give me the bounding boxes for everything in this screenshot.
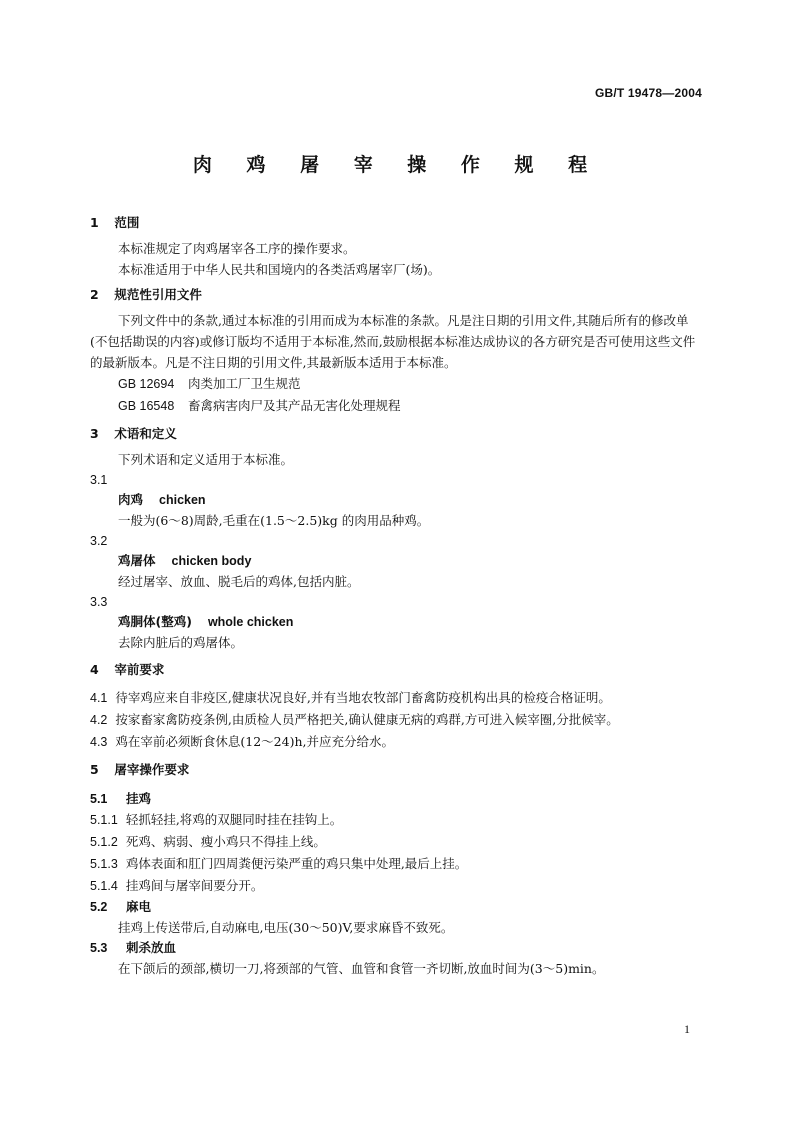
section-title: 术语和定义 xyxy=(114,426,177,441)
term-number: 3.2 xyxy=(90,534,108,548)
clause-number: 5.1.3 xyxy=(90,857,118,871)
subsection-title: 麻电 xyxy=(126,899,152,914)
term-number: 3.3 xyxy=(90,595,108,609)
clause-item xyxy=(90,687,705,709)
clause-text: 死鸡、病弱、瘦小鸡只不得挂上线。 xyxy=(125,834,326,849)
paragraph: 本标准适用于中华人民共和国境内的各类活鸡屠宰厂(场)。 xyxy=(118,262,441,277)
clause-text: 挂鸡间与屠宰间要分开。 xyxy=(125,878,264,893)
clause-item xyxy=(90,875,705,897)
term-heading xyxy=(90,551,705,571)
section-heading xyxy=(90,425,705,443)
term-definition: 去除内脏后的鸡屠体。 xyxy=(118,635,244,650)
term-en: chicken body xyxy=(171,554,252,568)
clause-text: 按家畜家禽防疫条例,由质检人员严格把关,确认健康无病的鸡群,方可进入候宰圈,分批候宰。 xyxy=(115,712,619,727)
subsection-title: 刺杀放血 xyxy=(126,940,177,955)
section-title: 规范性引用文件 xyxy=(114,287,202,302)
clause-number: 4.1 xyxy=(90,691,108,705)
page-number: 1 xyxy=(684,1022,690,1036)
clause-text: 鸡体表面和肛门四周粪便污染严重的鸡只集中处理,最后上挂。 xyxy=(125,856,468,871)
term-zh: 鸡屠体 xyxy=(118,553,156,568)
clause-number: 5.1.4 xyxy=(90,879,118,893)
clause-text: 轻抓轻挂,将鸡的双腿同时挂在挂钩上。 xyxy=(125,812,343,827)
term-heading xyxy=(90,490,705,510)
section-number: 1 xyxy=(90,215,99,230)
clause-number: 5.1.1 xyxy=(90,813,118,827)
paragraph: 在下颌后的颈部,横切一刀,将颈部的气管、血管和食管一齐切断,放血时间为(3～5)min。 xyxy=(118,961,605,976)
section-title: 屠宰操作要求 xyxy=(114,762,190,777)
term-en: chicken xyxy=(159,493,206,507)
document-body xyxy=(90,214,705,979)
clause-item xyxy=(90,709,705,731)
reference-code: GB 16548 xyxy=(118,399,175,413)
term-zh: 鸡胴体(整鸡) xyxy=(118,614,192,629)
reference-code: GB 12694 xyxy=(118,377,175,391)
clause-text: 鸡在宰前必须断食休息(12～24)h,并应充分给水。 xyxy=(115,734,394,749)
subsection-title: 挂鸡 xyxy=(126,791,152,806)
paragraph: 挂鸡上传送带后,自动麻电,电压(30～50)V,要求麻昏不致死。 xyxy=(118,920,454,935)
section-heading xyxy=(90,286,705,304)
clause-item xyxy=(90,853,705,875)
section-title: 宰前要求 xyxy=(114,662,165,677)
subsection-heading xyxy=(90,897,705,917)
reference-title: 肉类加工厂卫生规范 xyxy=(188,376,301,391)
term-heading xyxy=(90,612,705,632)
clause-text: 待宰鸡应来自非疫区,健康状况良好,并有当地农牧部门畜禽防疫机构出具的检疫合格证明。 xyxy=(115,690,611,705)
section-number: 3 xyxy=(90,426,99,441)
paragraph: 下列术语和定义适用于本标准。 xyxy=(118,452,294,467)
subsection-number: 5.3 xyxy=(90,941,108,955)
subsection-number: 5.1 xyxy=(90,792,108,806)
subsection-number: 5.2 xyxy=(90,900,108,914)
clause-item xyxy=(90,731,705,753)
clause-item xyxy=(90,831,705,853)
term-definition: 经过屠宰、放血、脱毛后的鸡体,包括内脏。 xyxy=(118,574,360,589)
clause-number: 5.1.2 xyxy=(90,835,118,849)
section-title: 范围 xyxy=(114,215,140,230)
term-en: whole chicken xyxy=(207,615,294,629)
clause-number: 4.2 xyxy=(90,713,108,727)
clause-number: 4.3 xyxy=(90,735,108,749)
reference-title: 畜禽病害肉尸及其产品无害化处理规程 xyxy=(188,398,401,413)
section-number: 5 xyxy=(90,762,99,777)
subsection-heading xyxy=(90,789,705,809)
reference-item xyxy=(90,373,705,395)
subsection-heading xyxy=(90,938,705,958)
term-number: 3.1 xyxy=(90,473,108,487)
paragraph: 本标准规定了肉鸡屠宰各工序的操作要求。 xyxy=(118,241,356,256)
section-heading xyxy=(90,761,705,779)
section-number: 2 xyxy=(90,287,99,302)
paragraph: 下列文件中的条款,通过本标准的引用而成为本标准的条款。凡是注日期的引用文件,其随后所有的修改单(不包括勘误的内容)或修订版均不适用于本标准,然而,鼓励根据本标准达成协议的各方研究是否可使用这些文件的最新版本。凡是不注日期的引用文件,其最新版本适用于本标准。 xyxy=(90,313,696,370)
section-number: 4 xyxy=(90,662,99,677)
document-title: 肉 鸡 屠 宰 操 作 规 程 xyxy=(192,154,602,176)
term-zh: 肉鸡 xyxy=(118,492,144,507)
clause-item xyxy=(90,809,705,831)
reference-item xyxy=(90,395,705,417)
standard-code: GB/T 19478—2004 xyxy=(594,86,702,100)
term-definition: 一般为(6～8)周龄,毛重在(1.5～2.5)kg 的肉用品种鸡。 xyxy=(118,513,430,528)
section-heading xyxy=(90,661,705,679)
section-heading xyxy=(90,214,705,232)
